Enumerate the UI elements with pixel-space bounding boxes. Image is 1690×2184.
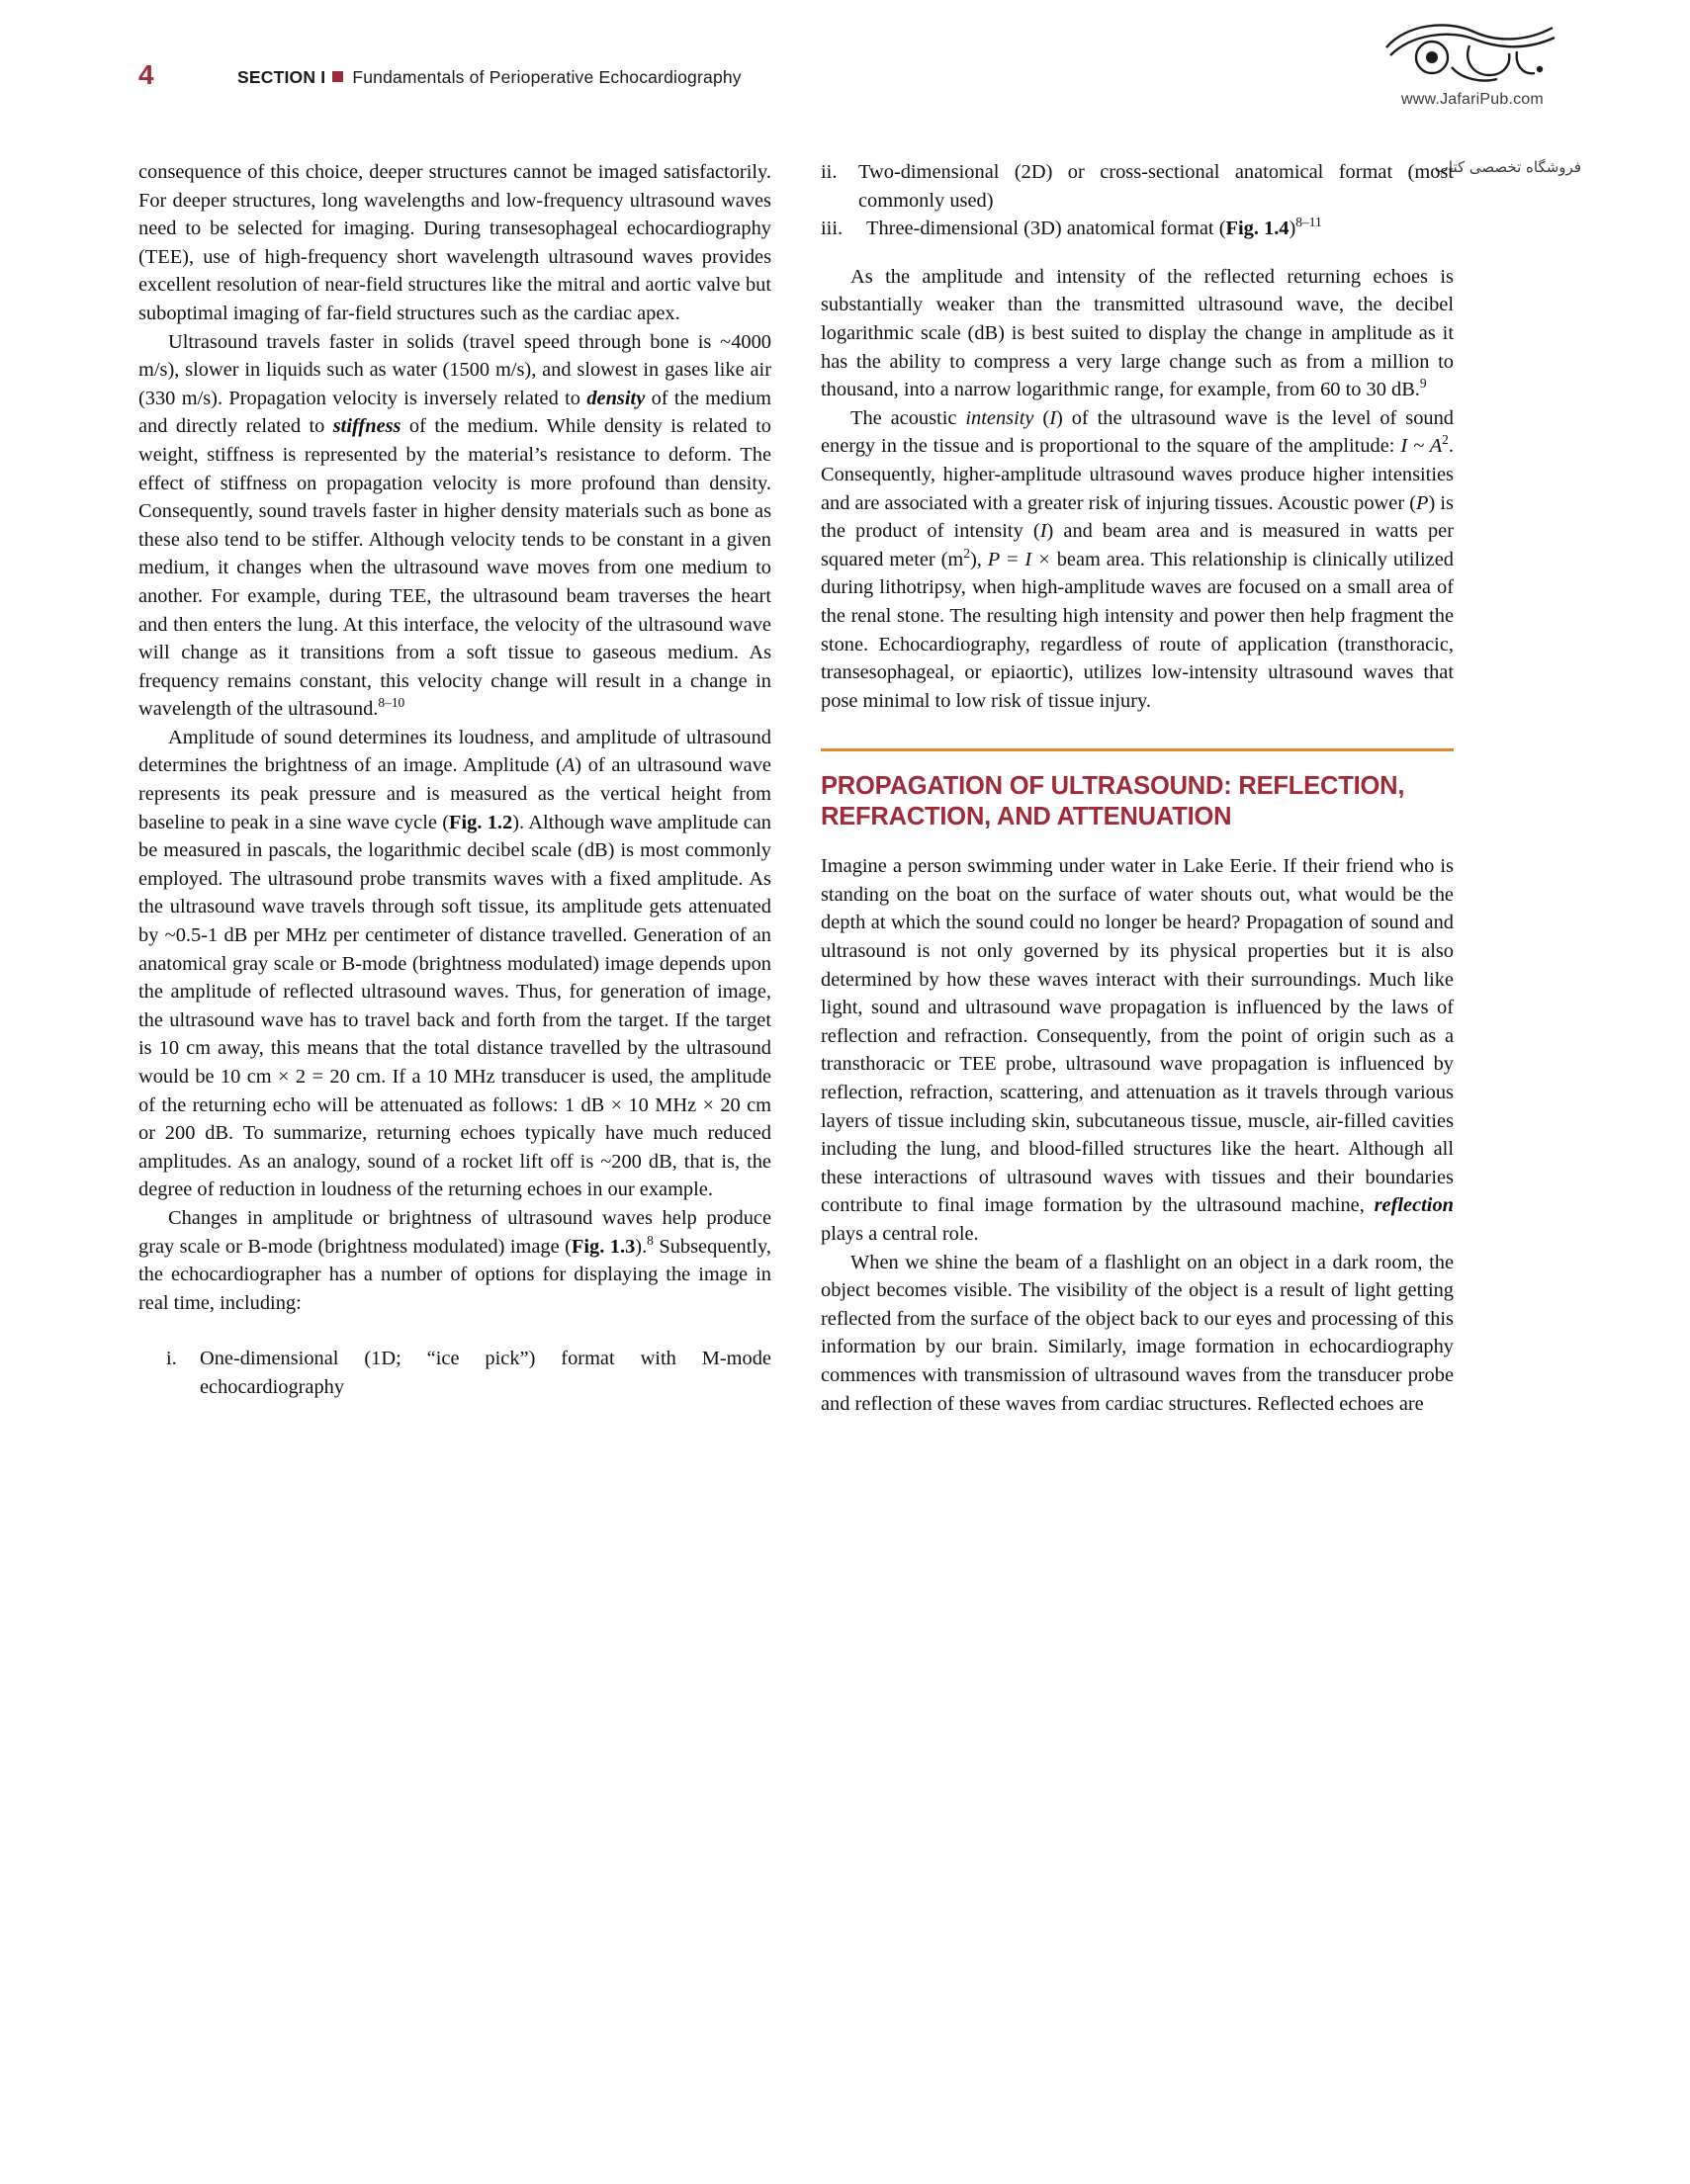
formula-exponent: 2 <box>1442 432 1449 448</box>
section-heading-block <box>821 748 1454 832</box>
figure-ref-1-2[interactable]: Fig. 1.2 <box>449 811 513 833</box>
page-number: 4 <box>138 59 154 90</box>
publisher-url: www.JafariPub.com <box>1401 91 1544 108</box>
text-run: ) is the product of intensity ( <box>821 491 1454 543</box>
symbol-I: I <box>1039 520 1047 543</box>
paragraph-right-1 <box>821 263 1454 404</box>
running-head-section: SECTION I <box>237 67 326 87</box>
text-run: ) of an ultrasound wave represents its peak pressure and is measured as the vertical height from baseline to peak in a sine wave cycle ( <box>138 754 771 833</box>
symbol-A: A <box>562 754 576 777</box>
list-item <box>138 1345 771 1401</box>
right-column <box>821 158 1454 1418</box>
list-marker: ii. <box>821 161 838 183</box>
emphasis-intensity: intensity <box>965 406 1034 429</box>
citation-ref: 9 <box>1419 376 1427 392</box>
text-run: As the amplitude and intensity of the reflected returning echoes is substantially weaker than the transmitted ultrasound wave, the decibel logarithmic scale (dB) is best suited to display the change in amplitude as it has the ability to compress a very large change such as from a million to thousand, into a narrow logarithmic range, for example, from 60 to 30 dB. <box>821 265 1454 401</box>
text-run: . Consequently, higher-amplitude ultrasound waves produce higher intensities and are associated with a greater risk of injuring tissues. Acoustic power ( <box>821 435 1454 514</box>
formula-power: P = I × <box>987 548 1051 570</box>
paragraph-left-1: consequence of this choice, deeper structures cannot be imaged satisfactorily. For deeper structures, long wavelengths and low-frequency ultrasound waves need to be selected for imaging. During transesophageal echocardiography (TEE), use of high-frequency short wavelength ultrasound waves provides excellent resolution of near-field structures like the mitral and aortic valve but suboptimal imaging of far-field structures such as the cardiac apex. <box>138 161 771 324</box>
running-head-title: Fundamentals of Perioperative Echocardiography <box>352 67 742 87</box>
symbol-P: P <box>1416 491 1429 514</box>
paragraph-left-4 <box>138 1204 771 1317</box>
citation-ref: 8 <box>647 1232 654 1248</box>
list-item-text <box>866 215 1322 240</box>
publisher-logo-block <box>1364 18 1581 109</box>
text-run: ), <box>969 548 988 570</box>
text-run: ). Although wave amplitude can be measured in pascals, the logarithmic decibel scale (dB) is most commonly employed. The ultrasound probe transmits waves with a fixed amplitude. As the ultrasound wave travels through soft tissue, its amplitude gets attenuated by ~0.5-1 dB per MHz per centimeter of distance travelled. Generation of an anatomical gray scale or B-mode (brightness modulated) image depends upon the amplitude of reflected ultrasound waves. Thus, for generation of image, the ultrasound wave has to travel back and forth from the target. If the target is 10 cm away, this means that the total distance travelled by the ultrasound would be 10 cm × 2 = 20 cm. If a 10 MHz transducer is used, the amplitude of the returning echo will be attenuated as follows: 1 dB × 10 MHz × 20 cm or 200 dB. To summarize, returning echoes typically have much reduced amplitudes. As an analogy, sound of a rocket lift off is ~200 dB, that is, the degree of reduction in loudness of the returning echoes in our example. <box>138 811 771 1201</box>
text-run: of the medium and directly related to <box>138 387 771 438</box>
emphasis-stiffness: stiffness <box>332 415 401 438</box>
emphasis-reflection: reflection <box>1374 1194 1454 1217</box>
text-run: Amplitude of sound determines its loudness, and amplitude of ultrasound determines the brightness of an image. Amplitude ( <box>138 726 771 777</box>
section-heading: PROPAGATION OF ULTRASOUND: REFLECTION, REFRACTION, AND ATTENUATION <box>821 772 1405 831</box>
jafaripub-logo-icon <box>1364 18 1581 89</box>
publisher-farsi-text: فروشگاه تخصصی کتاب <box>1434 158 1581 176</box>
symbol-I: I <box>1049 406 1056 429</box>
paragraph-right-2 <box>821 404 1454 716</box>
citation-ref: 8–11 <box>1295 215 1322 230</box>
text-run: of the medium. While density is related to weight, stiffness is represented by the material’s resistance to deform. The effect of stiffness on propagation velocity is more profound than density. Consequently, sound travels faster in higher density materials such as bone as these also tend to be stiffer. Although velocity tends to be constant in a given medium, it changes when the ultrasound wave moves from one medium to another. For example, during TEE, the ultrasound beam traverses the heart and then enters the lung. At this interface, the velocity of the ultrasound wave will change as it transitions from a soft tissue to gaseous medium. As frequency remains constant, this velocity change will result in a change in wavelength of the ultrasound. <box>138 415 771 721</box>
list-item <box>821 158 1454 215</box>
text-run: The acoustic <box>850 406 966 429</box>
text-run: Subsequently, the echocardiographer has a number of options for displaying the image in real time, including: <box>138 1235 772 1314</box>
display-options-list-continued <box>821 158 1454 243</box>
paragraph-left-3 <box>138 724 771 1204</box>
citation-ref: 8–10 <box>378 695 405 711</box>
list-marker: i. <box>166 1348 177 1370</box>
text-run: ( <box>1033 406 1050 429</box>
unit-exponent: 2 <box>963 545 970 561</box>
text-run: beam area. This relationship is clinically utilized during lithotripsy, when high-amplitude waves are focused on a small area of the renal stone. The resulting high intensity and power then help fragment the stone. Echocardiography, regardless of route of application (transthoracic, transesophageal, or epiaortic), utilizes low-intensity ultrasound waves that pose minimal to low risk of tissue injury. <box>821 548 1454 712</box>
display-options-list <box>138 1345 771 1401</box>
text-run: Ultrasound travels faster in solids (travel speed through bone is ~4000 m/s), slower in liquids such as water (1500 m/s), and slowest in gases like air (330 m/s). Propagation velocity is inversely related to <box>138 330 771 409</box>
emphasis-density: density <box>586 387 646 409</box>
list-marker: iii. <box>821 218 844 240</box>
figure-ref-1-4[interactable]: Fig. 1.4 <box>1225 218 1290 240</box>
text-run: ) and beam area and is measured in watts per squared meter (m <box>821 520 1454 570</box>
text-run: plays a central role. <box>821 1223 979 1245</box>
formula-intensity: I ~ A <box>1400 435 1443 458</box>
text-run: ) of the ultrasound wave is the level of sound energy in the tissue and is proportional to the square of the amplitude: <box>821 406 1454 458</box>
list-item <box>821 215 1454 243</box>
page-header <box>138 59 1553 119</box>
text-run: ) <box>1289 218 1296 240</box>
paragraph-left-2 <box>138 328 771 724</box>
left-column <box>138 158 771 1402</box>
text-run: ). <box>635 1235 648 1258</box>
paragraph-right-3 <box>821 852 1454 1248</box>
text-run: Imagine a person swimming under water in Lake Eerie. If their friend who is standing on the boat on the surface of water shouts out, what would be the depth at which the sound could no longer be heard? Propagation of sound and ultrasound is not only governed by its physical properties but it is also determined by how these waves interact with their surroundings. Much like light, sound and ultrasound wave propagation is influenced by the laws of reflection and refraction. Consequently, from the point of origin such as a transthoracic or TEE probe, ultrasound wave propagation is influenced by reflection, refraction, scattering, and attenuation as it travels through various layers of tissue including skin, subcutaneous tissue, muscle, air-filled cavities including the lung, and blood-filled structures like the heart. Although all these interactions of ultrasound waves with tissues and their boundaries contribute to final image formation by the ultrasound machine, <box>821 855 1454 1217</box>
list-item-text: One-dimensional (1D; “ice pick”) format with M-mode echocardiography <box>200 1348 771 1398</box>
figure-ref-1-3[interactable]: Fig. 1.3 <box>571 1235 636 1258</box>
square-bullet-icon <box>332 71 343 82</box>
running-head <box>237 67 742 88</box>
text-run: Three-dimensional (3D) anatomical format ( <box>866 218 1226 240</box>
text-run: Changes in amplitude or brightness of ultrasound waves help produce gray scale or B-mode (brightness modulated) image ( <box>138 1206 771 1258</box>
list-item-text: Two-dimensional (2D) or cross-sectional anatomical format (most commonly used) <box>858 161 1454 212</box>
paragraph-right-4: When we shine the beam of a flashlight on an object in a dark room, the object becomes visible. The visibility of the object is a result of light getting reflected from the surface of the object back to our eyes and processing of this information by our brain. Similarly, image formation in echocardiography commences with transmission of ultrasound waves from the transducer probe and reflection of these waves from cardiac structures. Reflected echoes are <box>821 1251 1454 1415</box>
